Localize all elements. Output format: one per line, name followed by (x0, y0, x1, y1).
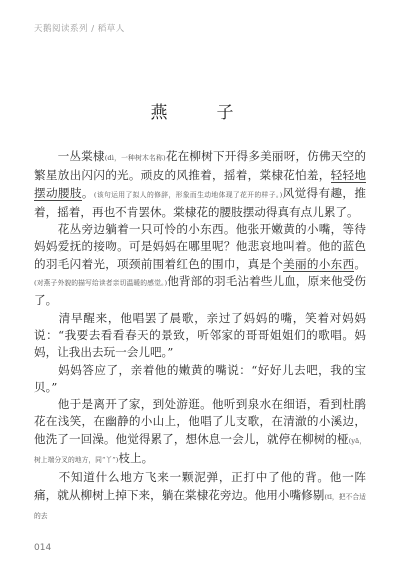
body-text-run: 他于是离开了家，到处游逛。他听到泉水在细语，看到杜鹃花在浅笑，在幽静的小山上，他唱了儿支歌，在清澈的小溪边，他洗了一回澡。他觉得累了，想休息一会儿，就停在柳树的桠 (34, 397, 366, 446)
underlined-phrase: 美丽的小东西 (283, 256, 355, 271)
body-text-run: 花丛旁边躺着一只可怜的小东西。他张开嫩黄的小嘴，等待妈妈爱抚的接吻。可是妈妈在哪里呢？他悲哀地叫着。他的蓝色的羽毛闪着光，项颈前围着红色的围巾，真是个 (34, 222, 366, 271)
body-text-run: 枝上。 (118, 451, 154, 466)
running-header: 天鹅阅读系列 / 稻草人 (34, 24, 125, 34)
chapter-title: 燕 子 (150, 103, 250, 123)
annotation-note: (yā，树上端分叉的地方，同“丫”) (34, 436, 366, 465)
body-text-run: 风觉得有趣，推着，摇着，再也不肯罢休。棠棣花的腰肢摆动得真有点儿累了。 (34, 185, 366, 219)
body-text-run: 花在柳树下开得多美丽呀，仿佛天空的繁星放出闪闪的光。顽皮的风推着，摇着，棠棣花怕羞， (34, 149, 366, 183)
body-text-run: 。 (354, 256, 366, 271)
paragraph (34, 362, 366, 397)
page-number: 014 (34, 543, 52, 553)
body-text-run: 他背部的羽毛沾着些儿血，原来他受伤了。 (34, 274, 366, 308)
body-text (34, 148, 366, 525)
paragraph (34, 396, 366, 469)
body-text-run: 清早醒来，他唱罢了晨歌，亲过了妈妈的嘴，笑着对妈妈说：“我要去看看春天的景致，听邻家的哥哥姐姐们的歌唱。妈妈，让我出去玩一会儿吧。” (34, 310, 366, 360)
paragraph (34, 310, 366, 362)
annotation-note: (对燕子外貌的描写给读者亲切温暖的感觉。) (34, 279, 168, 288)
annotation-note: (tī，把不合适的去 (34, 492, 366, 520)
annotation-note: (dì，一种树木名称) (104, 154, 166, 162)
body-text-run: 不知道什么地方飞来一颗泥弹，正打中了他的背。他一阵痛，就从柳树上掉下来，躺在棠棣花旁边。他用小嘴修剔 (34, 470, 366, 502)
paragraph (34, 469, 366, 525)
body-text-run: 妈妈答应了，亲着他的嫩黄的嘴说：“好好儿去吧，我的宝贝。” (34, 362, 366, 394)
underlined-phrase: 轻轻地摆动腰肢 (34, 168, 366, 200)
paragraph (34, 148, 366, 221)
paragraph (34, 221, 366, 309)
body-text-run: 一丛棠棣 (34, 149, 105, 163)
annotation-note: (该句运用了拟人的修辞，形象而生动地体现了花开的样子。) (93, 190, 283, 199)
body-text-run: 。 (81, 185, 94, 200)
